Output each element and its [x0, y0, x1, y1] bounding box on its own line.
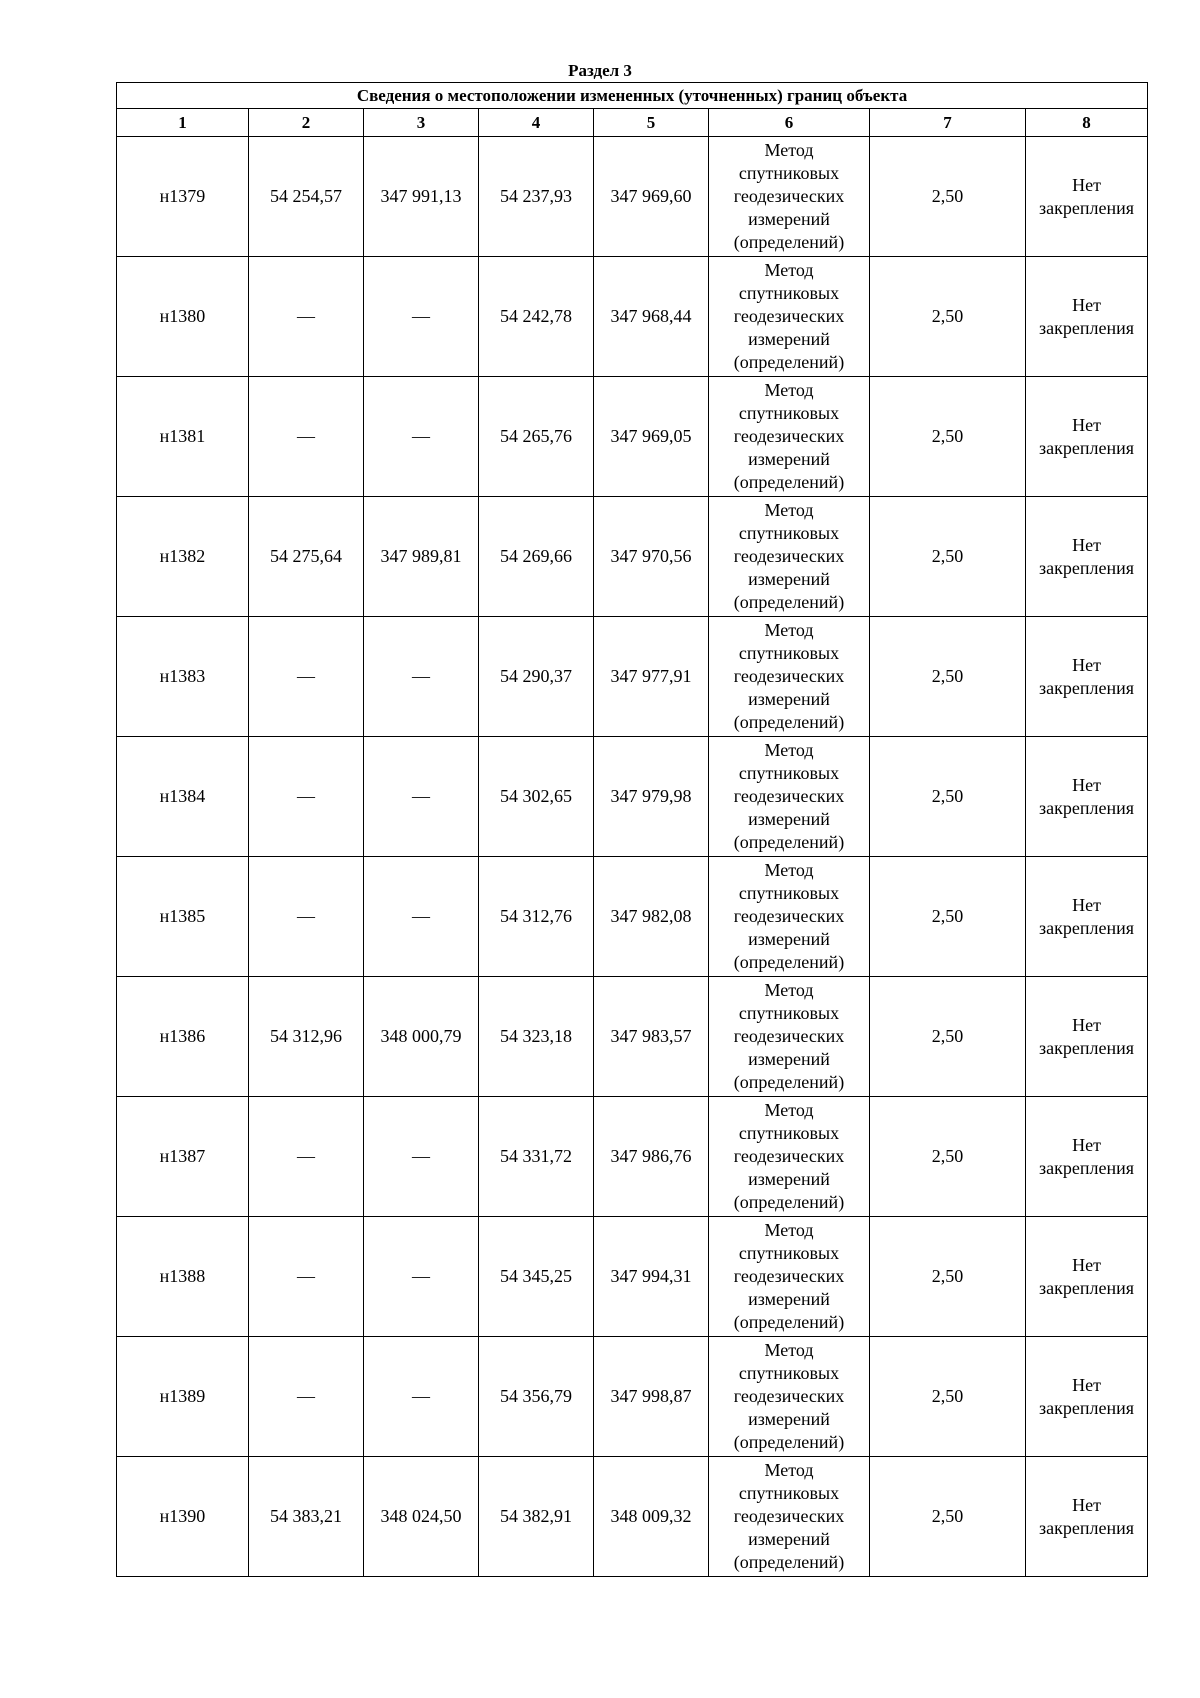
x-old-cell: — [249, 1337, 364, 1457]
table-row [117, 497, 1148, 617]
y-new-cell: 347 986,76 [594, 1097, 709, 1217]
y-new-cell: 347 983,57 [594, 977, 709, 1097]
method-cell: Метод спутниковых геодезических измерений (определений) [709, 1337, 870, 1457]
accuracy-cell: 2,50 [870, 1457, 1026, 1577]
mark-cell: Нет закрепления [1026, 1457, 1148, 1577]
x-old-cell: — [249, 737, 364, 857]
x-old-cell: — [249, 1097, 364, 1217]
table-row [117, 1217, 1148, 1337]
point-id-cell: н1388 [117, 1217, 249, 1337]
method-cell: Метод спутниковых геодезических измерений (определений) [709, 497, 870, 617]
y-new-cell: 347 982,08 [594, 857, 709, 977]
x-new-cell: 54 302,65 [479, 737, 594, 857]
point-id-cell: н1383 [117, 617, 249, 737]
x-new-cell: 54 237,93 [479, 137, 594, 257]
method-cell: Метод спутниковых геодезических измерений (определений) [709, 617, 870, 737]
accuracy-cell: 2,50 [870, 137, 1026, 257]
accuracy-cell: 2,50 [870, 1097, 1026, 1217]
table-body [117, 137, 1148, 1577]
mark-cell: Нет закрепления [1026, 1097, 1148, 1217]
table-caption-row [117, 83, 1148, 109]
accuracy-cell: 2,50 [870, 257, 1026, 377]
accuracy-cell: 2,50 [870, 1337, 1026, 1457]
method-cell: Метод спутниковых геодезических измерений (определений) [709, 257, 870, 377]
point-id-cell: н1390 [117, 1457, 249, 1577]
x-old-cell: — [249, 1217, 364, 1337]
y-old-cell: 348 000,79 [364, 977, 479, 1097]
column-header: 4 [479, 109, 594, 137]
point-id-cell: н1381 [117, 377, 249, 497]
mark-cell: Нет закрепления [1026, 977, 1148, 1097]
column-header: 8 [1026, 109, 1148, 137]
x-new-cell: 54 331,72 [479, 1097, 594, 1217]
x-new-cell: 54 265,76 [479, 377, 594, 497]
x-old-cell: — [249, 257, 364, 377]
y-old-cell: — [364, 1097, 479, 1217]
column-header: 2 [249, 109, 364, 137]
y-old-cell: — [364, 857, 479, 977]
y-new-cell: 347 969,05 [594, 377, 709, 497]
mark-cell: Нет закрепления [1026, 1217, 1148, 1337]
table-row [117, 1337, 1148, 1457]
table-row [117, 737, 1148, 857]
mark-cell: Нет закрепления [1026, 377, 1148, 497]
section-title: Раздел 3 [568, 61, 632, 80]
mark-cell: Нет закрепления [1026, 137, 1148, 257]
x-new-cell: 54 290,37 [479, 617, 594, 737]
method-cell: Метод спутниковых геодезических измерений (определений) [709, 977, 870, 1097]
method-cell: Метод спутниковых геодезических измерений (определений) [709, 137, 870, 257]
column-header-row [117, 109, 1148, 137]
x-new-cell: 54 242,78 [479, 257, 594, 377]
column-header: 1 [117, 109, 249, 137]
table-row [117, 257, 1148, 377]
y-new-cell: 347 970,56 [594, 497, 709, 617]
table-row [117, 857, 1148, 977]
coordinates-table [116, 82, 1148, 1577]
column-header: 7 [870, 109, 1026, 137]
x-new-cell: 54 312,76 [479, 857, 594, 977]
y-new-cell: 348 009,32 [594, 1457, 709, 1577]
x-old-cell: — [249, 377, 364, 497]
table-row [117, 617, 1148, 737]
table-caption: Сведения о местоположении измененных (уточненных) границ объекта [117, 83, 1148, 109]
accuracy-cell: 2,50 [870, 977, 1026, 1097]
x-old-cell: 54 312,96 [249, 977, 364, 1097]
y-new-cell: 347 998,87 [594, 1337, 709, 1457]
column-header: 3 [364, 109, 479, 137]
table-row [117, 977, 1148, 1097]
y-old-cell: — [364, 737, 479, 857]
x-old-cell: 54 383,21 [249, 1457, 364, 1577]
x-old-cell: 54 275,64 [249, 497, 364, 617]
accuracy-cell: 2,50 [870, 857, 1026, 977]
point-id-cell: н1380 [117, 257, 249, 377]
y-old-cell: — [364, 1337, 479, 1457]
x-new-cell: 54 269,66 [479, 497, 594, 617]
point-id-cell: н1387 [117, 1097, 249, 1217]
x-old-cell: — [249, 857, 364, 977]
table-row [117, 137, 1148, 257]
y-old-cell: 347 989,81 [364, 497, 479, 617]
x-new-cell: 54 356,79 [479, 1337, 594, 1457]
point-id-cell: н1389 [117, 1337, 249, 1457]
y-new-cell: 347 977,91 [594, 617, 709, 737]
y-old-cell: — [364, 617, 479, 737]
table-row [117, 1457, 1148, 1577]
y-old-cell: 348 024,50 [364, 1457, 479, 1577]
point-id-cell: н1385 [117, 857, 249, 977]
point-id-cell: н1384 [117, 737, 249, 857]
method-cell: Метод спутниковых геодезических измерений (определений) [709, 1217, 870, 1337]
x-old-cell: 54 254,57 [249, 137, 364, 257]
mark-cell: Нет закрепления [1026, 497, 1148, 617]
x-new-cell: 54 345,25 [479, 1217, 594, 1337]
method-cell: Метод спутниковых геодезических измерений (определений) [709, 857, 870, 977]
method-cell: Метод спутниковых геодезических измерений (определений) [709, 737, 870, 857]
y-new-cell: 347 979,98 [594, 737, 709, 857]
accuracy-cell: 2,50 [870, 617, 1026, 737]
x-new-cell: 54 323,18 [479, 977, 594, 1097]
mark-cell: Нет закрепления [1026, 737, 1148, 857]
y-old-cell: — [364, 1217, 479, 1337]
y-old-cell: — [364, 377, 479, 497]
y-old-cell: 347 991,13 [364, 137, 479, 257]
method-cell: Метод спутниковых геодезических измерений (определений) [709, 1097, 870, 1217]
mark-cell: Нет закрепления [1026, 257, 1148, 377]
accuracy-cell: 2,50 [870, 377, 1026, 497]
point-id-cell: н1379 [117, 137, 249, 257]
x-new-cell: 54 382,91 [479, 1457, 594, 1577]
mark-cell: Нет закрепления [1026, 1337, 1148, 1457]
accuracy-cell: 2,50 [870, 1217, 1026, 1337]
accuracy-cell: 2,50 [870, 497, 1026, 617]
y-new-cell: 347 969,60 [594, 137, 709, 257]
column-header: 5 [594, 109, 709, 137]
y-old-cell: — [364, 257, 479, 377]
mark-cell: Нет закрепления [1026, 857, 1148, 977]
method-cell: Метод спутниковых геодезических измерений (определений) [709, 1457, 870, 1577]
accuracy-cell: 2,50 [870, 737, 1026, 857]
column-header: 6 [709, 109, 870, 137]
table-row [117, 1097, 1148, 1217]
x-old-cell: — [249, 617, 364, 737]
y-new-cell: 347 968,44 [594, 257, 709, 377]
table-row [117, 377, 1148, 497]
point-id-cell: н1386 [117, 977, 249, 1097]
mark-cell: Нет закрепления [1026, 617, 1148, 737]
method-cell: Метод спутниковых геодезических измерений (определений) [709, 377, 870, 497]
point-id-cell: н1382 [117, 497, 249, 617]
y-new-cell: 347 994,31 [594, 1217, 709, 1337]
